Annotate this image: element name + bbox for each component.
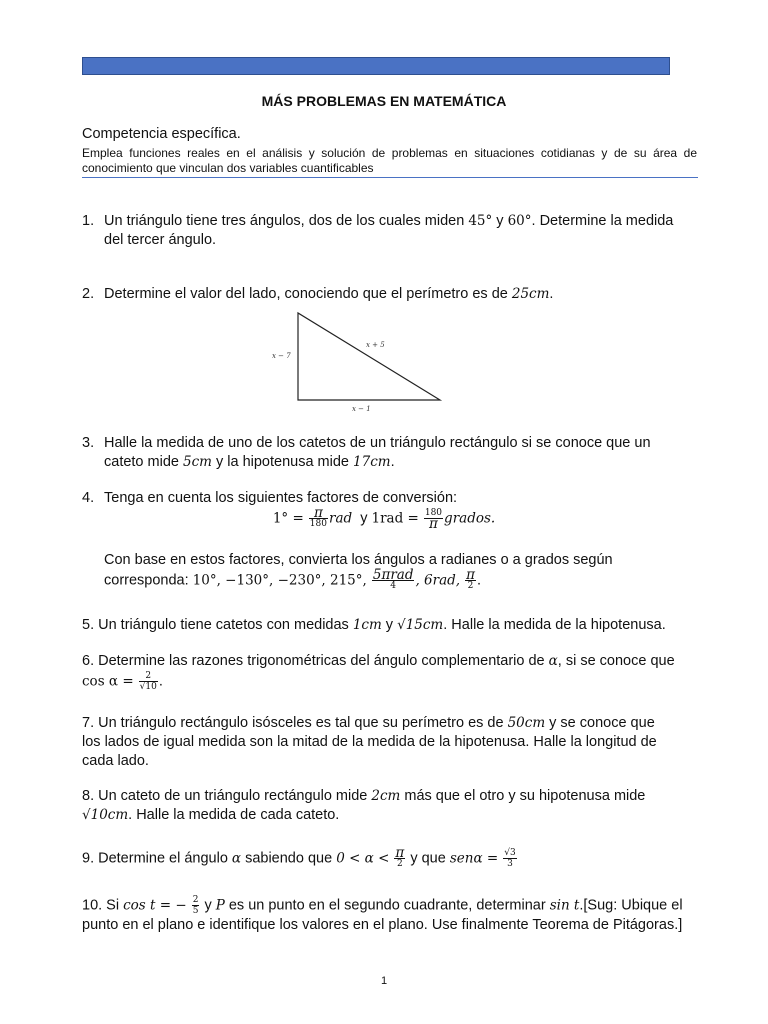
problem-10 bbox=[82, 895, 702, 935]
problem-text: 7. Un triángulo rectángulo isósceles es tal que su perímetro es de bbox=[82, 715, 508, 731]
problem-text: más que el otro y su hipotenusa mide bbox=[400, 788, 646, 804]
numerator: 2 bbox=[139, 671, 158, 682]
math: 50cm bbox=[507, 715, 546, 731]
problem-text: cateto mide bbox=[104, 454, 183, 470]
header-bar bbox=[82, 57, 670, 75]
problem-5 bbox=[82, 616, 702, 635]
problem-3 bbox=[82, 434, 702, 472]
fraction-pi-2 bbox=[465, 567, 476, 591]
triangle-shape bbox=[298, 313, 440, 400]
denominator: 4 bbox=[390, 581, 397, 591]
fraction-pi-180 bbox=[309, 505, 328, 529]
denominator: 2 bbox=[467, 581, 474, 591]
problem-text: 8. Un cateto de un triángulo rectángulo mide bbox=[82, 788, 372, 804]
competencia-text: Emplea funciones reales en el análisis y solución de problemas en situaciones cotidianas y de su área de conocimiento que vinculan dos variables cuantificables bbox=[82, 146, 697, 175]
problem-8 bbox=[82, 787, 702, 825]
fraction-2-sqrt10 bbox=[139, 671, 158, 692]
math: 2cm bbox=[371, 788, 401, 804]
problem-text: Determine el valor del lado, conociendo que el perímetro es de bbox=[104, 286, 512, 302]
math: rad bbox=[328, 510, 353, 527]
math: 17cm bbox=[353, 454, 391, 470]
problem-1 bbox=[82, 212, 702, 250]
problem-text: Halle la medida de uno de los catetos de un triángulo rectángulo si se conoce que un bbox=[104, 435, 651, 451]
conversion-formula bbox=[0, 505, 768, 532]
numerator: π bbox=[395, 845, 405, 861]
label-bottom-side: x − 1 bbox=[352, 405, 371, 413]
problem-text: y la hipotenusa mide bbox=[211, 454, 354, 470]
problem-6 bbox=[82, 652, 702, 692]
label-left-side: x − 7 bbox=[272, 352, 291, 360]
math: 0 < α < bbox=[336, 850, 390, 867]
problem-text: . Determine la medida bbox=[531, 213, 674, 229]
problem-text: 10. Si bbox=[82, 897, 124, 914]
problem-text: Con base en estos factores, convierta los ángulos a radianes o a grados según bbox=[104, 552, 613, 568]
math: cos t = − bbox=[123, 897, 187, 914]
numerator: π bbox=[466, 567, 475, 583]
math: 25cm bbox=[511, 286, 550, 302]
math: α bbox=[548, 653, 558, 669]
problem-text: cada lado. bbox=[82, 753, 149, 769]
problem-text: los lados de igual medida son la mitad de la medida de la hipotenusa. Halle la longitud de bbox=[82, 734, 657, 750]
math: 10°, −130°, −230°, 215°, bbox=[192, 572, 367, 589]
denominator: π bbox=[429, 516, 438, 532]
document-title: MÁS PROBLEMAS EN MATEMÁTICA bbox=[261, 93, 507, 109]
problem-2 bbox=[82, 285, 702, 304]
denominator: √10 bbox=[139, 682, 157, 692]
problem-4 bbox=[82, 489, 702, 508]
problem-text: y bbox=[200, 897, 216, 914]
math: 60° bbox=[507, 213, 532, 229]
problem-text: Un triángulo tiene tres ángulos, dos de los cuales miden bbox=[104, 213, 469, 229]
math: 5cm bbox=[183, 454, 212, 470]
denominator: 3 bbox=[507, 859, 513, 869]
denominator: 5 bbox=[192, 906, 199, 916]
problem-text: Tenga en cuenta los siguientes factores de conversión: bbox=[104, 490, 458, 506]
math: √10cm bbox=[82, 807, 129, 823]
problem-text: y bbox=[492, 213, 508, 229]
math: . bbox=[476, 572, 482, 589]
problem-text: y se conoce que bbox=[545, 715, 655, 731]
problem-text: .[Sug: Ubique el bbox=[579, 897, 683, 914]
math: , 6rad, bbox=[415, 572, 461, 589]
problem-text: . Halle la medida de la hipotenusa. bbox=[443, 617, 666, 633]
problem-text: del tercer ángulo. bbox=[104, 232, 217, 248]
problem-text: . bbox=[549, 286, 554, 302]
problem-text: sabiendo que bbox=[241, 850, 337, 867]
math: P bbox=[215, 897, 225, 914]
fraction-2-5 bbox=[192, 895, 200, 916]
problem-number: 3. bbox=[82, 435, 95, 451]
math: y bbox=[360, 510, 368, 527]
math: senα = bbox=[449, 850, 499, 867]
problem-number: 1. bbox=[82, 213, 95, 229]
math: 1cm bbox=[352, 617, 382, 633]
fraction-pi-2 bbox=[394, 845, 405, 869]
page-number: 1 bbox=[380, 975, 388, 987]
problem-number: 4. bbox=[82, 490, 95, 506]
problem-7 bbox=[82, 714, 702, 771]
problem-number: 2. bbox=[82, 286, 95, 302]
problem-text: y bbox=[381, 617, 398, 633]
denominator: 180 bbox=[309, 519, 327, 529]
fraction-sqrt3-3 bbox=[503, 848, 516, 869]
fraction-180-pi bbox=[424, 508, 443, 532]
math: sin t bbox=[549, 897, 580, 914]
problem-text: . Halle la medida de cada cateto. bbox=[128, 807, 340, 823]
math: cos α = bbox=[82, 673, 134, 690]
problem-text: y que bbox=[406, 850, 450, 867]
problem-text: corresponda: bbox=[104, 572, 193, 589]
right-triangle-diagram bbox=[266, 307, 456, 419]
numerator: 2 bbox=[192, 895, 199, 905]
math: 1rad = bbox=[371, 510, 419, 527]
problem-text: punto en el plano e identifique los valores en el plano. Use finalmente Teorema de Pitágoras.] bbox=[82, 917, 683, 933]
problem-text: 5. Un triángulo tiene catetos con medidas bbox=[82, 617, 353, 633]
problem-9 bbox=[82, 845, 702, 869]
problem-text: . bbox=[390, 454, 395, 470]
problem-4-continued bbox=[82, 551, 702, 591]
numerator: 180 bbox=[424, 508, 443, 518]
math: . bbox=[158, 673, 163, 690]
math: grados. bbox=[444, 510, 496, 527]
competencia-heading: Competencia específica. bbox=[82, 126, 241, 142]
label-hypotenuse: x + 5 bbox=[366, 341, 385, 349]
fraction-5pi-4 bbox=[372, 567, 415, 591]
denominator: 2 bbox=[396, 859, 403, 869]
problem-text: 9. Determine el ángulo bbox=[82, 850, 232, 867]
math: 1° = bbox=[272, 510, 304, 527]
math: α bbox=[231, 850, 242, 867]
numerator: √3 bbox=[504, 848, 516, 858]
problem-text: 6. Determine las razones trigonométricas del ángulo complementario de bbox=[82, 653, 549, 669]
problem-text: es un punto en el segundo cuadrante, determinar bbox=[224, 897, 550, 914]
divider bbox=[82, 177, 698, 178]
math: √15cm bbox=[397, 617, 444, 633]
problem-text: , si se conoce que bbox=[557, 653, 675, 669]
numerator: 5πrad bbox=[372, 567, 414, 583]
numerator: π bbox=[309, 508, 328, 519]
math: 45° bbox=[468, 213, 493, 229]
